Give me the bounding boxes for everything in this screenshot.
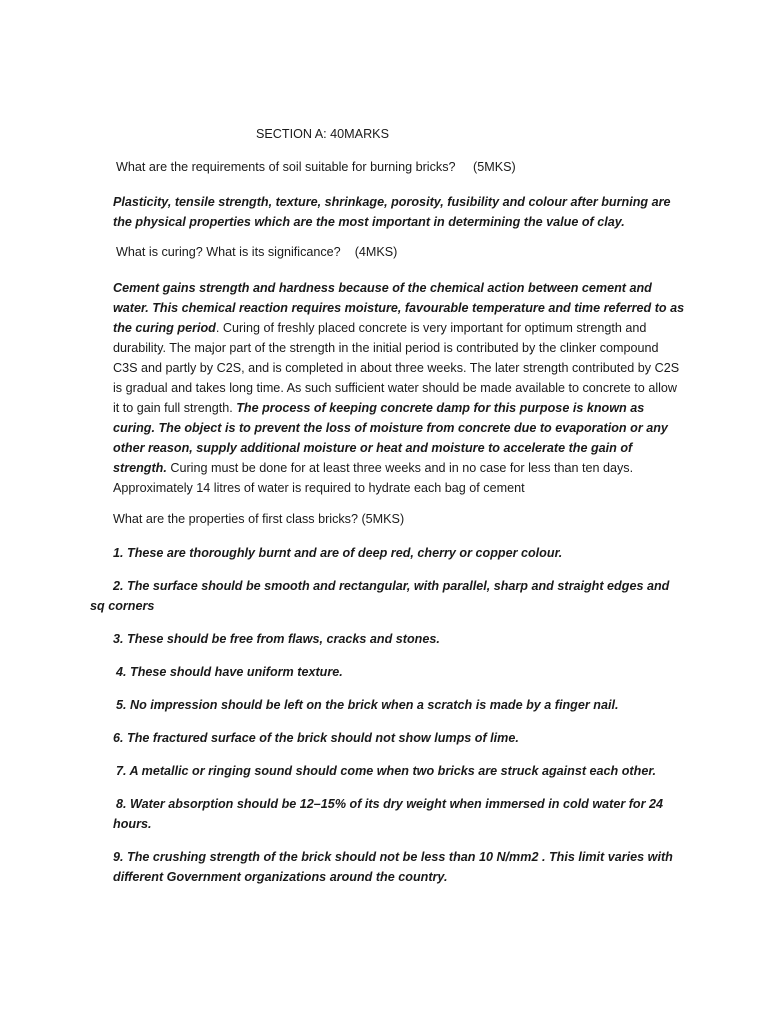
question-1-text: What are the requirements of soil suitable for burning bricks? [116,160,456,174]
list-item: 3. These should be free from flaws, cracks and stones. [113,632,440,646]
question-1 [116,160,516,174]
question-2-marks: (4MKS) [354,245,398,259]
list-item: 6. The fractured surface of the brick should not show lumps of lime. [113,731,519,745]
list-item: 7. A metallic or ringing sound should come when two bricks are struck against each other. [116,764,657,778]
question-2-text: What is curing? What is its significance? [116,245,341,259]
question-1-marks: (5MKS) [473,160,516,174]
answer-1: Plasticity, tensile strength, texture, shrinkage, porosity, fusibility and colour after burning are the physical properties which are the most important in determining the value of clay. [113,195,671,229]
answer-2-bold-part-2: The process of keeping concrete damp for this purpose is known as curing. The object is to prevent the loss of moisture from concrete due to evaporation or any other reason, supply additional moisture or heat and moisture to accelerate the gain of strength. [113,401,668,475]
section-heading: SECTION A: 40MARKS [256,127,389,141]
answer-2 [113,278,685,498]
answer-2-plain-part-1: . Curing of freshly placed concrete is very important for optimum strength and durability. The major part of the strength in the initial period is contributed by the clinker compound C3S and partly by C2S, and is completed in about three weeks. The later strength contributed by C2S is gradual and takes long time. As such sufficient water should be made available to concrete to allow it to gain full strength. [113,321,680,415]
list-item: 4. These should have uniform texture. [116,665,343,679]
list-item: 8. Water absorption should be 12–15% of its dry weight when immersed in cold water for 24 hours. [113,797,664,831]
question-3: What are the properties of first class bricks? (5MKS) [113,512,405,526]
list-item: 2. The surface should be smooth and rectangular, with parallel, sharp and straight edges and sq corners [90,579,670,613]
list-item: 5. No impression should be left on the brick when a scratch is made by a finger nail. [116,698,619,712]
list-item: 1. These are thoroughly burnt and are of deep red, cherry or copper colour. [113,546,563,560]
list-item: 9. The crushing strength of the brick should not be less than 10 N/mm2 . This limit varies with different Government organizations around the country. [113,850,673,884]
answer-2-plain-part-2: Curing must be done for at least three weeks and in no case for less than ten days. Approximately 14 litres of water is required to hydrate each bag of cement [113,461,634,495]
question-2 [116,245,397,259]
answer-2-bold-part-1: Cement gains strength and hardness because of the chemical action between cement and water. This chemical reaction requires moisture, favourable temperature and time referred to as the curing period [113,281,685,335]
